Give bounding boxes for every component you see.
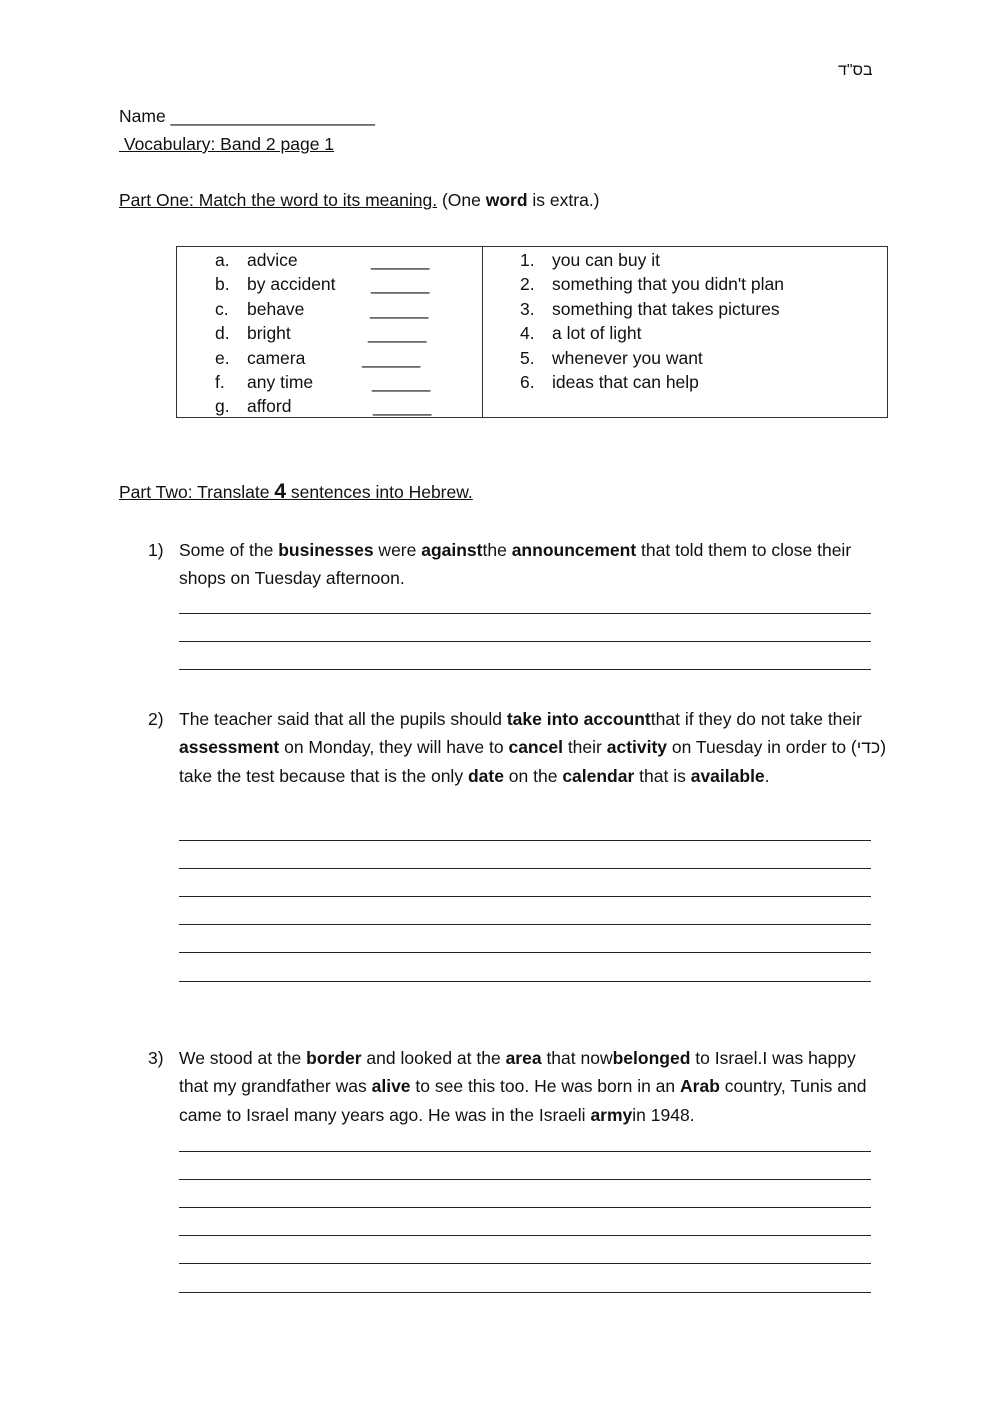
answer-blank: ______: [368, 323, 427, 343]
answer-line: [179, 1235, 871, 1236]
question-3: [148, 1044, 888, 1129]
answer-line: [179, 641, 871, 642]
answer-line: [179, 952, 871, 953]
answer-line: [179, 868, 871, 869]
meaning-item: 1. you can buy it: [520, 250, 660, 270]
question-number: 1): [148, 540, 164, 560]
answer-line: [179, 1292, 871, 1293]
meaning-item: 6. ideas that can help: [520, 372, 699, 392]
word-item: g. afford ______: [215, 396, 432, 416]
answer-blank: ______: [371, 274, 430, 294]
word-item: b. by accident ______: [215, 274, 430, 294]
question-number: 2): [148, 709, 164, 729]
answer-line: [179, 981, 871, 982]
word-item: c. behave ______: [215, 299, 429, 319]
meaning-item: 5. whenever you want: [520, 348, 703, 368]
answer-blank: ______: [373, 396, 432, 416]
header-bsd: בס"ד: [838, 62, 873, 79]
part-two-heading: Part Two: Translate 4 sentences into Hebrew.: [119, 480, 473, 503]
answer-line: [179, 840, 871, 841]
matching-table: [176, 246, 888, 418]
answer-line: [179, 924, 871, 925]
answer-line: [179, 1207, 871, 1208]
table-divider: [482, 247, 483, 417]
question-text: The teacher said that all the pupils should take into accountthat if they do not take their assessment on Monday, they will have to cancel their activity on Tuesday in order to (כדי) take the test because that is the only date on the calendar that is available.: [179, 709, 887, 786]
worksheet-title: Vocabulary: Band 2 page 1: [119, 134, 335, 154]
name-label: Name: [119, 106, 166, 126]
part-one-note: (One word is extra.): [441, 190, 600, 210]
answer-line: [179, 1179, 871, 1180]
name-blank: _____________________: [170, 106, 375, 126]
word-item: a. advice ______: [215, 250, 430, 270]
meaning-item: 4. a lot of light: [520, 323, 642, 343]
answer-blank: ______: [370, 299, 429, 319]
part-one-heading: [119, 190, 600, 211]
word-item: f. any time ______: [215, 372, 431, 392]
answer-line: [179, 613, 871, 614]
answer-blank: ______: [372, 372, 431, 392]
name-field: [119, 106, 375, 127]
answer-line: [179, 896, 871, 897]
question-text: Some of the businesses were againstthe announcement that told them to close their shops on Tuesday afternoon.: [179, 540, 852, 589]
answer-line: [179, 1151, 871, 1152]
question-1: [148, 536, 888, 593]
question-text: We stood at the border and looked at the area that nowbelonged to Israel.I was happy that my grandfather was alive to see this too. He was born in an Arab country, Tunis and came to Israel many years ago. He was in the Israeli armyin 1948.: [179, 1048, 867, 1125]
word-item: e. camera ______: [215, 348, 421, 368]
question-2: [148, 705, 888, 790]
answer-line: [179, 669, 871, 670]
word-item: d. bright ______: [215, 323, 427, 343]
meaning-item: 3. something that takes pictures: [520, 299, 780, 319]
answer-blank: ______: [371, 250, 430, 270]
meaning-item: 2. something that you didn't plan: [520, 274, 784, 294]
question-number: 3): [148, 1048, 164, 1068]
answer-line: [179, 1263, 871, 1264]
part-one-title: Part One: Match the word to its meaning.: [119, 190, 438, 210]
answer-blank: ______: [362, 348, 421, 368]
